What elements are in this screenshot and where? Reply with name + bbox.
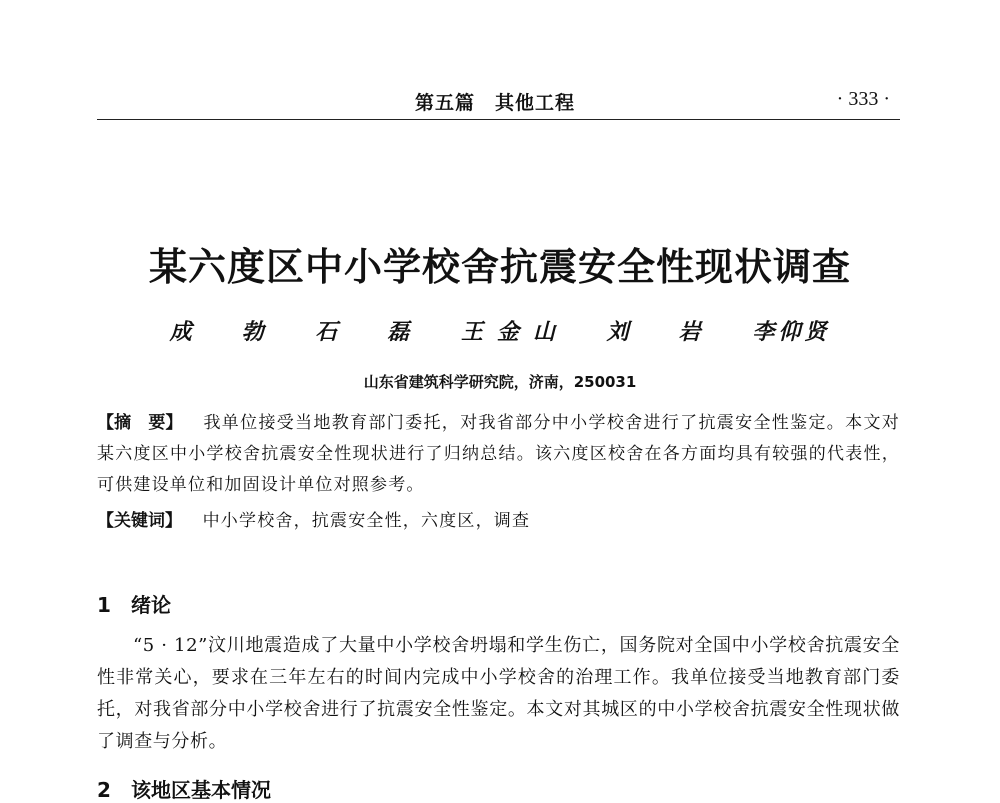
body-paragraph: “5 · 12”汶川地震造成了大量中小学校舍坍塌和学生伤亡，国务院对全国中小学校舍抗震安全性非常关心，要求在三年左右的时间内完成中小学校舍的治理工作。我单位接受当地教育部门委托，对我省部分中小学校舍进行了抗震安全性鉴定。本文对其城区的中小学校舍抗震安全性现状做了调查与分析。 xyxy=(97,635,900,752)
page-number: · 333 · xyxy=(836,88,890,110)
keywords-text: 中小学校舍，抗震安全性，六度区，调查 xyxy=(202,511,531,531)
section-header: 第五篇 其他工程 xyxy=(415,92,576,114)
keywords-label: 【关键词】 xyxy=(97,511,182,531)
section-number: 1 xyxy=(97,593,111,617)
author-name: 刘 岩 xyxy=(606,319,715,345)
section-title: 该地区基本情况 xyxy=(131,778,271,802)
section-heading xyxy=(97,774,271,803)
section-heading xyxy=(97,589,171,618)
section-number: 2 xyxy=(97,778,111,802)
author-name: 石 磊 xyxy=(315,319,424,345)
affiliation: 山东省建筑科学研究院，济南，250031 xyxy=(363,373,637,391)
author-name: 王金山 xyxy=(460,319,569,345)
header-rule xyxy=(97,119,900,120)
keywords xyxy=(97,506,900,537)
abstract-text: 我单位接受当地教育部门委托，对我省部分中小学校舍进行了抗震安全性鉴定。本文对某六度区中小学校舍抗震安全性现状进行了归纳总结。该六度区校舍在各方面均具有较强的代表性，可供建设单位和加固设计单位对照参考。 xyxy=(97,413,901,495)
author-list xyxy=(0,315,1000,346)
author-name: 成 勃 xyxy=(169,319,278,345)
author-name: 李仰贤 xyxy=(752,319,831,345)
abstract-label: 【摘 要】 xyxy=(97,413,183,433)
paper-title: 某六度区中小学校舍抗震安全性现状调查 xyxy=(148,245,851,289)
running-header xyxy=(97,84,900,120)
section-title: 绪论 xyxy=(131,593,171,617)
abstract xyxy=(97,408,900,501)
